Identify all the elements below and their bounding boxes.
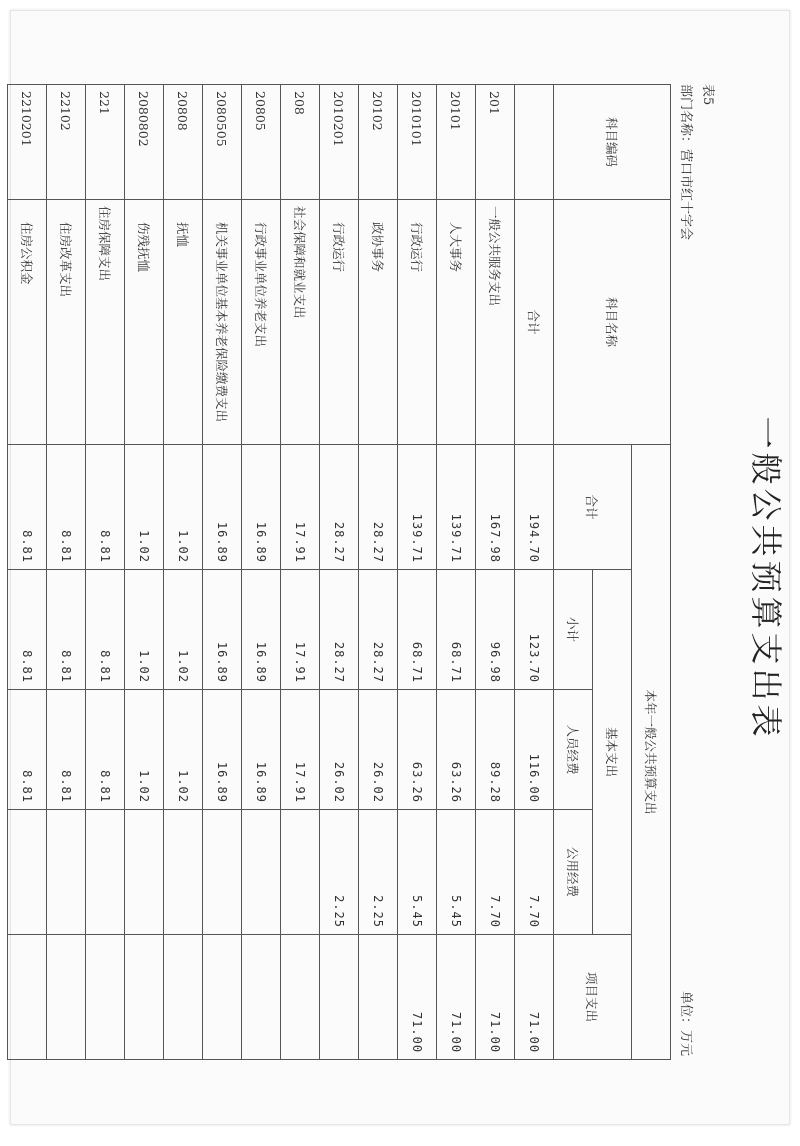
cell-name: 住房公积金 xyxy=(8,200,47,445)
cell-public xyxy=(86,810,125,935)
cell-personnel: 8.81 xyxy=(86,690,125,810)
header-total: 合计 xyxy=(554,445,632,570)
cell-subtotal: 1.02 xyxy=(164,570,203,690)
header-subtotal: 小计 xyxy=(554,570,593,690)
cell-name: 人大事务 xyxy=(437,200,476,445)
cell-public xyxy=(242,810,281,935)
cell-total: 8.81 xyxy=(86,445,125,570)
page-title: 一般公共预算支出表 xyxy=(747,416,785,741)
cell-personnel: 63.26 xyxy=(398,690,437,810)
cell-public: 5.45 xyxy=(398,810,437,935)
cell-public xyxy=(164,810,203,935)
cell-total: 139.71 xyxy=(437,445,476,570)
cell-subtotal: 8.81 xyxy=(47,570,86,690)
total-total: 194.70 xyxy=(515,445,554,570)
budget-table xyxy=(7,84,671,1060)
cell-code: 2010201 xyxy=(320,85,359,200)
cell-project xyxy=(164,935,203,1060)
department-name: 部门名称：营口市红十字会 xyxy=(678,84,693,241)
total-code xyxy=(515,85,554,200)
cell-code: 208 xyxy=(281,85,320,200)
cell-total: 16.89 xyxy=(203,445,242,570)
cell-name: 社会保障和就业支出 xyxy=(281,200,320,445)
cell-code: 20102 xyxy=(359,85,398,200)
cell-total: 28.27 xyxy=(320,445,359,570)
table-row xyxy=(203,85,242,1060)
table-row xyxy=(86,85,125,1060)
cell-name: 行政运行 xyxy=(398,200,437,445)
cell-public: 2.25 xyxy=(320,810,359,935)
cell-total: 139.71 xyxy=(398,445,437,570)
cell-personnel: 26.02 xyxy=(359,690,398,810)
cell-subtotal: 68.71 xyxy=(398,570,437,690)
cell-public xyxy=(125,810,164,935)
header-personnel: 人员经费 xyxy=(554,690,593,810)
cell-public xyxy=(47,810,86,935)
cell-name: 政协事务 xyxy=(359,200,398,445)
cell-personnel: 8.81 xyxy=(47,690,86,810)
cell-project xyxy=(47,935,86,1060)
cell-code: 2080802 xyxy=(125,85,164,200)
table-row xyxy=(125,85,164,1060)
total-project: 71.00 xyxy=(515,935,554,1060)
cell-name: 住房改革支出 xyxy=(47,200,86,445)
cell-total: 167.98 xyxy=(476,445,515,570)
header-public: 公用经费 xyxy=(554,810,593,935)
cell-project xyxy=(320,935,359,1060)
table-row xyxy=(359,85,398,1060)
cell-code: 2080505 xyxy=(203,85,242,200)
cell-code: 20808 xyxy=(164,85,203,200)
table-row xyxy=(476,85,515,1060)
cell-total: 1.02 xyxy=(164,445,203,570)
cell-subtotal: 16.89 xyxy=(242,570,281,690)
table-row xyxy=(164,85,203,1060)
cell-project xyxy=(242,935,281,1060)
cell-subtotal: 16.89 xyxy=(203,570,242,690)
unit-label: 单位：万元 xyxy=(678,991,693,1057)
table-row xyxy=(398,85,437,1060)
cell-project: 71.00 xyxy=(398,935,437,1060)
cell-subtotal: 28.27 xyxy=(359,570,398,690)
cell-subtotal: 17.91 xyxy=(281,570,320,690)
cell-personnel: 17.91 xyxy=(281,690,320,810)
cell-public: 7.70 xyxy=(476,810,515,935)
cell-name: 行政运行 xyxy=(320,200,359,445)
cell-public: 2.25 xyxy=(359,810,398,935)
cell-project xyxy=(359,935,398,1060)
cell-public xyxy=(8,810,47,935)
table-row xyxy=(242,85,281,1060)
cell-name: 机关事业单位基本养老保险缴费支出 xyxy=(203,200,242,445)
document-page xyxy=(10,10,790,1125)
cell-project: 71.00 xyxy=(476,935,515,1060)
cell-name: 伤残抚恤 xyxy=(125,200,164,445)
cell-subtotal: 1.02 xyxy=(125,570,164,690)
cell-subtotal: 8.81 xyxy=(86,570,125,690)
cell-total: 17.91 xyxy=(281,445,320,570)
cell-public xyxy=(281,810,320,935)
cell-personnel: 63.26 xyxy=(437,690,476,810)
header-current-year: 本年一般公共预算支出 xyxy=(632,445,671,1060)
total-public: 7.70 xyxy=(515,810,554,935)
cell-total: 16.89 xyxy=(242,445,281,570)
header-basic: 基本支出 xyxy=(593,570,632,935)
cell-code: 2010101 xyxy=(398,85,437,200)
cell-code: 20805 xyxy=(242,85,281,200)
cell-subtotal: 68.71 xyxy=(437,570,476,690)
cell-subtotal: 28.27 xyxy=(320,570,359,690)
cell-name: 一般公共服务支出 xyxy=(476,200,515,445)
cell-project xyxy=(8,935,47,1060)
cell-project xyxy=(281,935,320,1060)
header-project: 项目支出 xyxy=(554,935,632,1060)
table-number: 表5 xyxy=(700,84,715,106)
cell-code: 221 xyxy=(86,85,125,200)
cell-personnel: 1.02 xyxy=(125,690,164,810)
cell-project xyxy=(203,935,242,1060)
cell-code: 20101 xyxy=(437,85,476,200)
cell-code: 2210201 xyxy=(8,85,47,200)
cell-personnel: 89.28 xyxy=(476,690,515,810)
total-row xyxy=(515,85,554,1060)
cell-name: 行政事业单位养老支出 xyxy=(242,200,281,445)
cell-total: 8.81 xyxy=(8,445,47,570)
cell-total: 28.27 xyxy=(359,445,398,570)
cell-subtotal: 8.81 xyxy=(8,570,47,690)
cell-code: 201 xyxy=(476,85,515,200)
cell-name: 住房保障支出 xyxy=(86,200,125,445)
cell-total: 8.81 xyxy=(47,445,86,570)
table-row xyxy=(281,85,320,1060)
cell-public: 5.45 xyxy=(437,810,476,935)
rotated-content xyxy=(11,11,800,1146)
cell-personnel: 16.89 xyxy=(242,690,281,810)
header-code: 科目编码 xyxy=(554,85,671,200)
table-row xyxy=(437,85,476,1060)
cell-personnel: 16.89 xyxy=(203,690,242,810)
total-personnel: 116.00 xyxy=(515,690,554,810)
cell-personnel: 1.02 xyxy=(164,690,203,810)
cell-personnel: 26.02 xyxy=(320,690,359,810)
cell-subtotal: 96.98 xyxy=(476,570,515,690)
cell-public xyxy=(203,810,242,935)
cell-code: 22102 xyxy=(47,85,86,200)
table-row xyxy=(8,85,47,1060)
header-name: 科目名称 xyxy=(554,200,671,445)
total-subtotal: 123.70 xyxy=(515,570,554,690)
cell-project: 71.00 xyxy=(437,935,476,1060)
total-label: 合计 xyxy=(515,200,554,445)
cell-personnel: 8.81 xyxy=(8,690,47,810)
cell-project xyxy=(86,935,125,1060)
cell-total: 1.02 xyxy=(125,445,164,570)
cell-project xyxy=(125,935,164,1060)
table-row xyxy=(47,85,86,1060)
table-row xyxy=(320,85,359,1060)
cell-name: 抚恤 xyxy=(164,200,203,445)
